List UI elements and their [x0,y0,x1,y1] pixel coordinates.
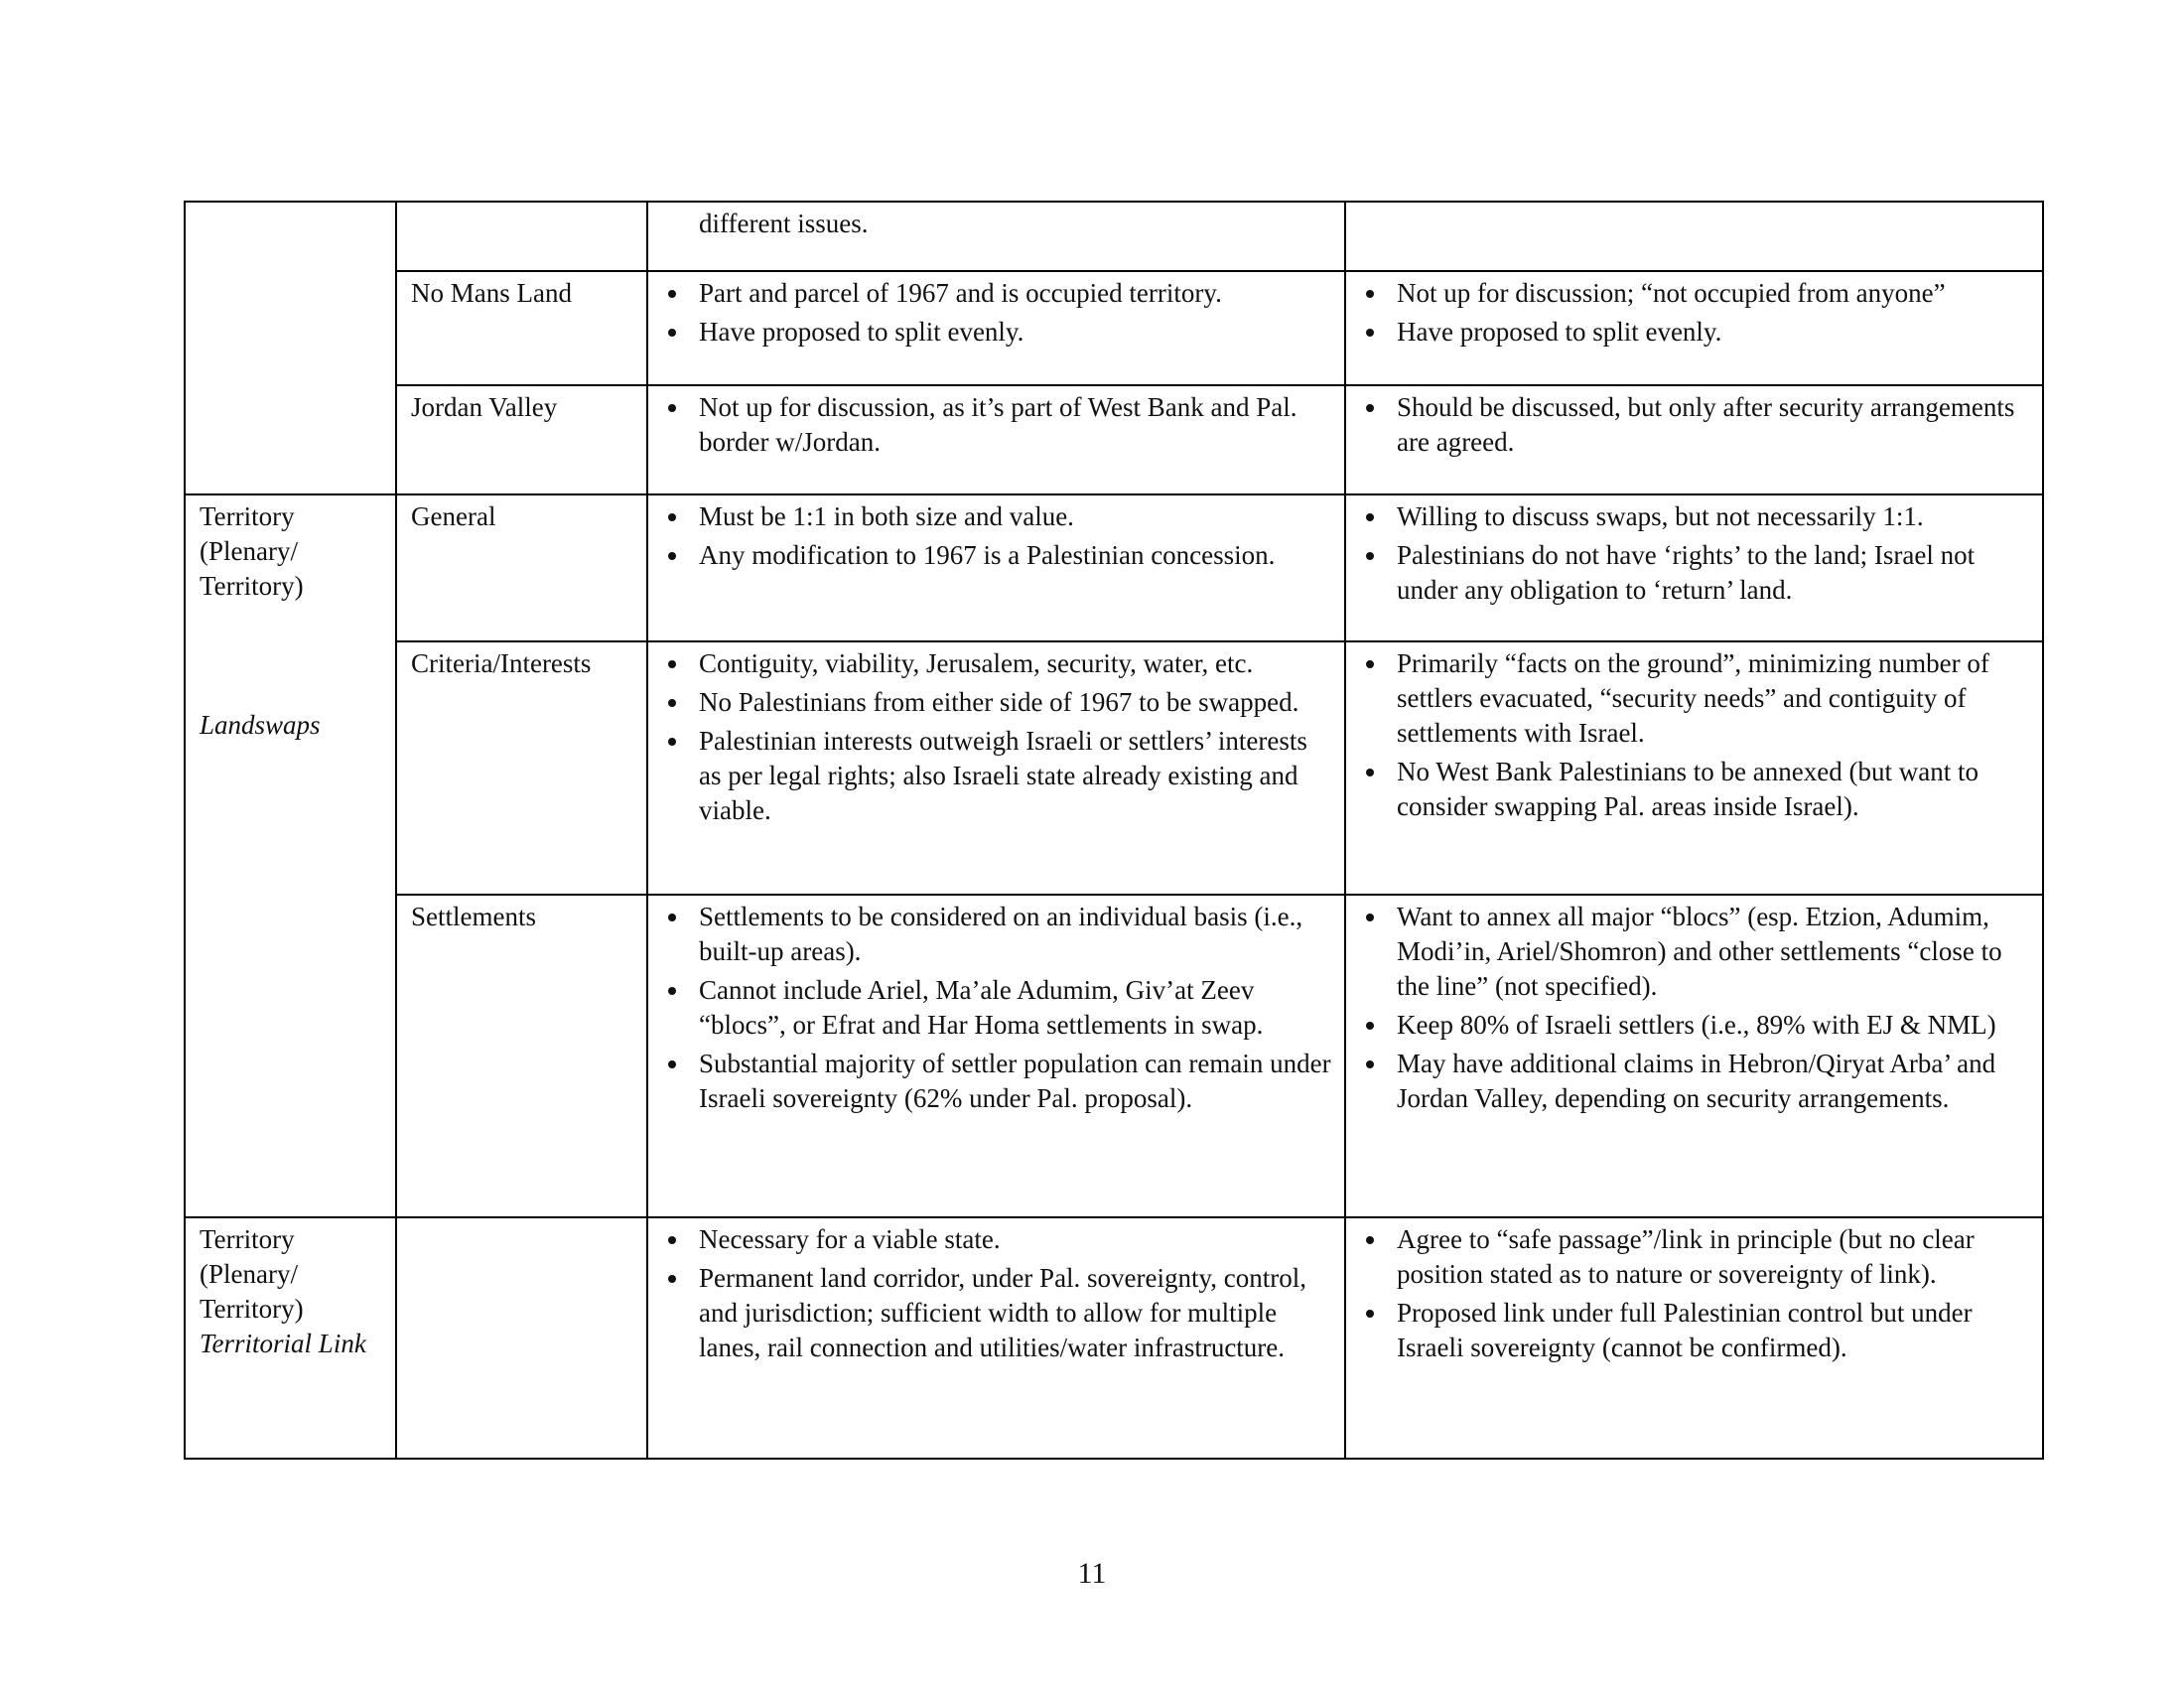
bullet-item: Any modification to 1967 is a Palestinian concession. [662,538,1332,573]
bullet-item: Palestinian interests outweigh Israeli or settlers’ interests as per legal rights; also Israeli state already existing and viable. [662,724,1332,828]
israeli-position-cell [1345,641,2043,895]
bullet-item: Should be discussed, but only after security arrangements are agreed. [1360,390,2030,460]
subtopic-cell [396,494,647,641]
bullet-item: Agree to “safe passage”/link in principle (but no clear position stated as to nature or sovereignty of link). [1360,1222,2030,1292]
bullet-item: No West Bank Palestinians to be annexed (but want to consider swapping Pal. areas inside Israel). [1360,755,2030,824]
table-row [185,494,2043,641]
bullet-item: Not up for discussion, as it’s part of West Bank and Pal. border w/Jordan. [662,390,1332,460]
subtopic-label: No Mans Land [411,278,572,308]
bullet-item: Proposed link under full Palestinian control but under Israeli sovereignty (cannot be confirmed). [1360,1296,2030,1365]
bullet-item: Have proposed to split evenly. [662,315,1332,350]
subtopic-cell [396,271,647,385]
table-row [185,271,2043,385]
subtopic-cell [396,385,647,494]
topic-sublabel: Landswaps [200,710,321,740]
israeli-position-cell [1345,202,2043,271]
page-number: 11 [1077,1557,1107,1590]
subtopic-label: Settlements [411,902,536,931]
bullet-item: Part and parcel of 1967 and is occupied territory. [662,276,1332,311]
bullet-item: Keep 80% of Israeli settlers (i.e., 89% with EJ & NML) [1360,1008,2030,1043]
israeli-position-cell [1345,385,2043,494]
table-row [185,641,2043,895]
bullet-item: Want to annex all major “blocs” (esp. Etzion, Adumim, Modi’in, Ariel/Shomron) and other settlements “close to the line” (not specified). [1360,900,2030,1004]
bullet-item: Palestinians do not have ‘rights’ to the land; Israel not under any obligation to ‘return’ land. [1360,538,2030,608]
table-row [185,1217,2043,1459]
bullet-item: Permanent land corridor, under Pal. sovereignty, control, and jurisdiction; sufficient width to allow for multiple lanes, rail connection and utilities/water infrastructure. [662,1261,1332,1365]
israeli-position-cell [1345,895,2043,1217]
subtopic-label: Criteria/Interests [411,648,592,678]
bullet-item: Contiguity, viability, Jerusalem, security, water, etc. [662,646,1332,681]
bullet-item: No Palestinians from either side of 1967 to be swapped. [662,685,1332,720]
topic-label: Territory (Plenary/ Territory) [200,1224,304,1324]
bullet-item: May have additional claims in Hebron/Qiryat Arba’ and Jordan Valley, depending on security arrangements. [1360,1047,2030,1116]
palestinian-position-cell [647,271,1345,385]
topic-label: Territory (Plenary/ Territory) [200,501,304,601]
bullet-item: Willing to discuss swaps, but not necessarily 1:1. [1360,499,2030,534]
topic-sublabel: Territorial Link [200,1329,366,1358]
subtopic-cell [396,1217,647,1459]
israeli-position-cell [1345,494,2043,641]
topic-cell [185,1217,396,1459]
israeli-position-cell [1345,1217,2043,1459]
topic-cell [185,494,396,1217]
bullet-item: Must be 1:1 in both size and value. [662,499,1332,534]
table-row [185,202,2043,271]
positions-table [184,201,2044,1460]
bullet-item: Primarily “facts on the ground”, minimizing number of settlers evacuated, “security needs” and contiguity of settlements with Israel. [1360,646,2030,751]
palestinian-position-cell [647,202,1345,271]
bullet-item: Have proposed to split evenly. [1360,315,2030,350]
table-row [185,895,2043,1217]
palestinian-position-cell [647,641,1345,895]
palestinian-position-cell [647,1217,1345,1459]
palestinian-position-cell [647,895,1345,1217]
palestinian-position-cell [647,494,1345,641]
subtopic-cell [396,895,647,1217]
bullet-item: Necessary for a viable state. [662,1222,1332,1257]
subtopic-cell [396,202,647,271]
table-row [185,385,2043,494]
subtopic-cell [396,641,647,895]
bullet-item: Cannot include Ariel, Ma’ale Adumim, Giv’at Zeev “blocs”, or Efrat and Har Homa settlements in swap. [662,973,1332,1043]
bullet-item: Not up for discussion; “not occupied from anyone” [1360,276,2030,311]
subtopic-label: Jordan Valley [411,392,558,422]
topic-cell [185,202,396,494]
israeli-position-cell [1345,271,2043,385]
bullet-item: Substantial majority of settler population can remain under Israeli sovereignty (62% under Pal. proposal). [662,1047,1332,1116]
bullet-item: Settlements to be considered on an individual basis (i.e., built-up areas). [662,900,1332,969]
subtopic-label: General [411,501,496,531]
continued-text: different issues. [699,209,869,238]
palestinian-position-cell [647,385,1345,494]
